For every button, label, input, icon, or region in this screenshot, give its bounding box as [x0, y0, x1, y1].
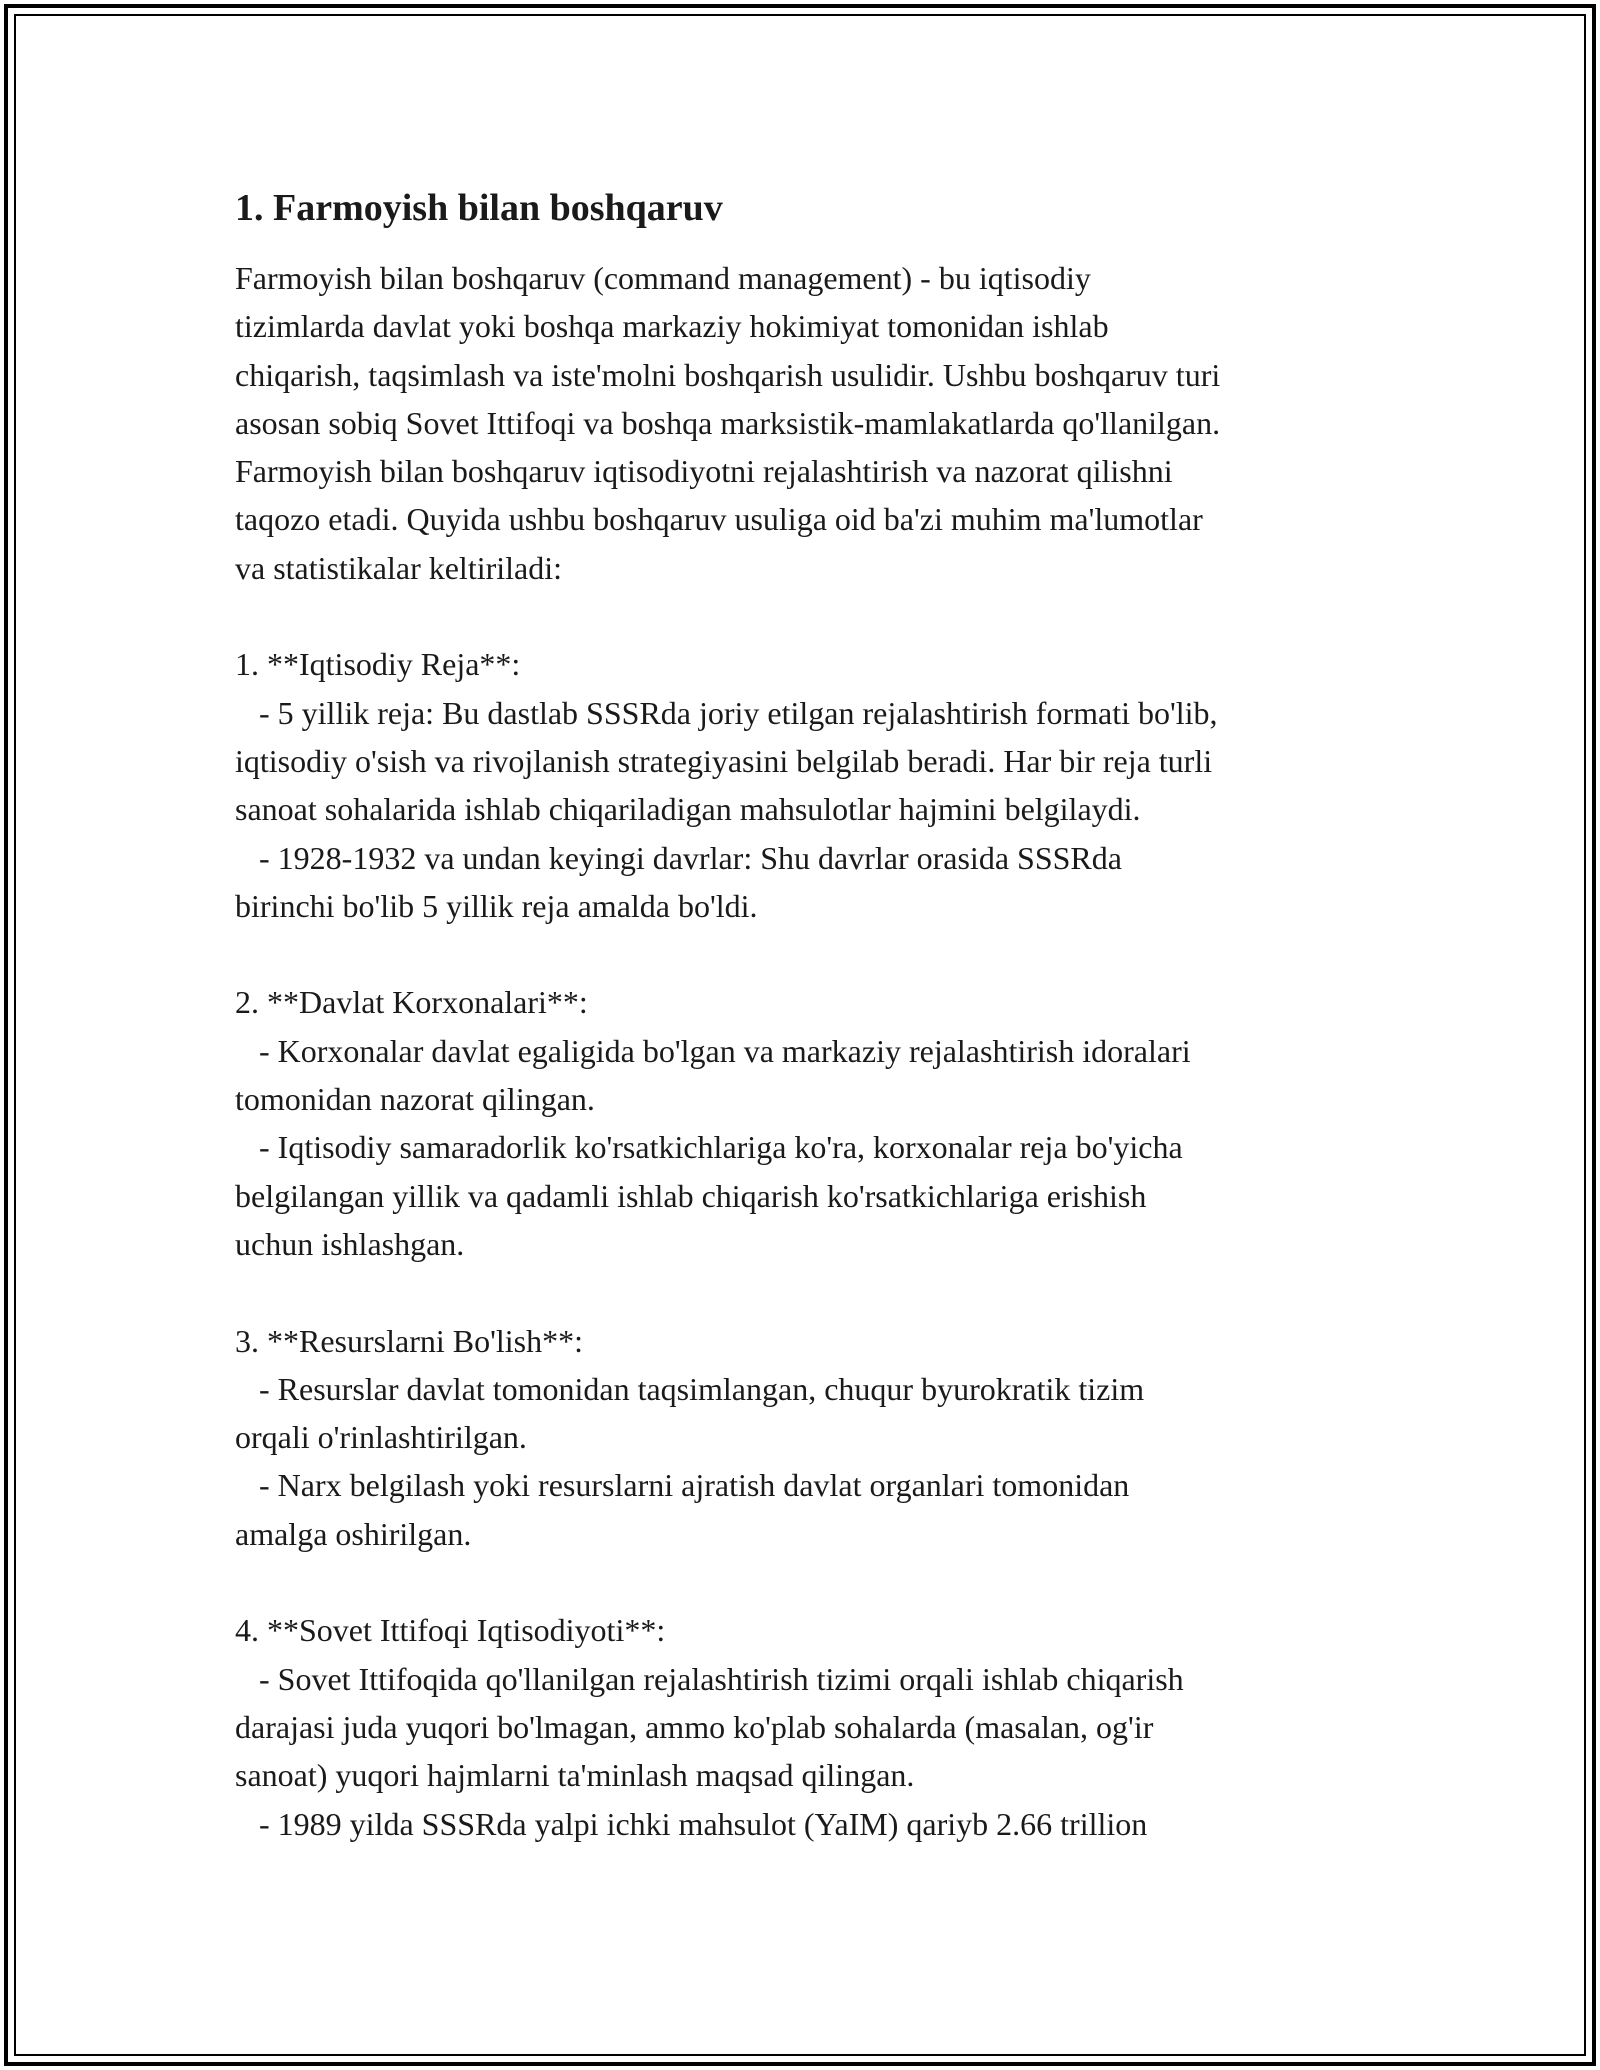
text-line: - Korxonalar davlat egaligida bo'lgan va markaziy rejalashtirish idoralari [235, 1032, 1191, 1069]
text-line: orqali o'rinlashtirilgan. [235, 1419, 527, 1456]
document-body [235, 254, 1385, 1848]
text-line: sanoat sohalarida ishlab chiqariladigan mahsulotlar hajmini belgilaydi. [235, 791, 1141, 828]
text-line: - Narx belgilash yoki resurslarni ajratish davlat organlari tomonidan [235, 1467, 1130, 1504]
text-line: - 1928-1932 va undan keyingi davrlar: Shu davrlar orasida SSSRda [235, 839, 1122, 876]
text-line: iqtisodiy o'sish va rivojlanish strategiyasini belgilab beradi. Har bir reja turli [235, 742, 1213, 779]
blank-line [235, 930, 1385, 978]
text-line: 4. **Sovet Ittifoqi Iqtisodiyoti**: [235, 1612, 666, 1649]
text-line: asosan sobiq Sovet Ittifoqi va boshqa marksistik-mamlakatlarda qo'llanilgan. [235, 404, 1221, 441]
text-line: 3. **Resurslarni Bo'lish**: [235, 1322, 583, 1359]
text-line: - Iqtisodiy samaradorlik ko'rsatkichlariga ko'ra, korxonalar reja bo'yicha [235, 1129, 1183, 1166]
text-line: tizimlarda davlat yoki boshqa markaziy hokimiyat tomonidan ishlab [235, 308, 1109, 345]
document-content [235, 184, 1385, 1848]
text-line: - 5 yillik reja: Bu dastlab SSSRda joriy etilgan rejalashtirish formati bo'lib, [235, 694, 1218, 731]
text-line: chiqarish, taqsimlash va iste'molni boshqarish usulidir. Ushbu boshqaruv turi [235, 356, 1221, 393]
text-line: Farmoyish bilan boshqaruv iqtisodiyotni rejalashtirish va nazorat qilishni [235, 453, 1173, 490]
text-line: 2. **Davlat Korxonalari**: [235, 984, 588, 1021]
document-title: 1. Farmoyish bilan boshqaruv [235, 187, 723, 229]
text-line: belgilangan yillik va qadamli ishlab chiqarish ko'rsatkichlariga erishish [235, 1177, 1147, 1214]
text-line: - 1989 yilda SSSRda yalpi ichki mahsulot (YaIM) qariyb 2.66 trillion [235, 1805, 1148, 1842]
text-line: darajasi juda yuqori bo'lmagan, ammo ko'plab sohalarda (masalan, og'ir [235, 1708, 1154, 1745]
text-line: Farmoyish bilan boshqaruv (command management) - bu iqtisodiy [235, 260, 1091, 296]
blank-line [235, 1558, 1385, 1606]
text-line: tomonidan nazorat qilingan. [235, 1081, 595, 1118]
text-line: sanoat) yuqori hajmlarni ta'minlash maqsad qilingan. [235, 1757, 915, 1794]
text-line: taqozo etadi. Quyida ushbu boshqaruv usuliga oid ba'zi muhim ma'lumotlar [235, 501, 1203, 538]
text-line: va statistikalar keltiriladi: [235, 549, 563, 586]
text-line: 1. **Iqtisodiy Reja**: [235, 646, 521, 683]
text-line: amalga oshirilgan. [235, 1515, 472, 1552]
blank-line [235, 592, 1385, 640]
text-line: birinchi bo'lib 5 yillik reja amalda bo'ldi. [235, 887, 758, 924]
text-line: uchun ishlashgan. [235, 1225, 465, 1262]
blank-line [235, 1268, 1385, 1316]
text-line: - Sovet Ittifoqida qo'llanilgan rejalashtirish tizimi orqali ishlab chiqarish [235, 1660, 1184, 1697]
text-line: - Resurslar davlat tomonidan taqsimlangan, chuqur byurokratik tizim [235, 1370, 1145, 1407]
